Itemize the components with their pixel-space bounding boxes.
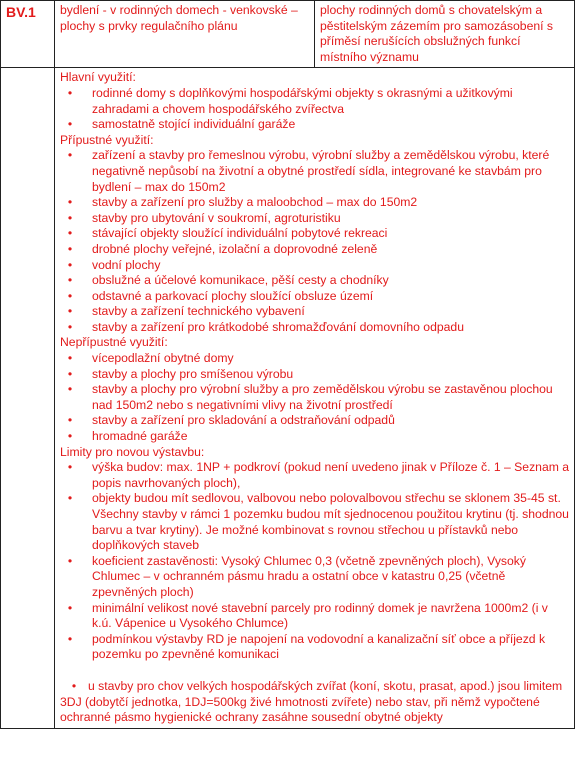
section-title: Nepřípustné využití: bbox=[60, 335, 168, 350]
list-item bbox=[67, 273, 570, 289]
bullet-icon: • bbox=[67, 631, 73, 646]
livestock-note bbox=[60, 679, 570, 726]
section-item-list bbox=[60, 460, 570, 663]
zone-body-spacer bbox=[1, 68, 55, 728]
section-title: Limity pro novou výstavbu: bbox=[60, 444, 205, 459]
bullet-icon: • bbox=[67, 148, 73, 163]
bullet-icon: • bbox=[67, 413, 73, 428]
bullet-icon: • bbox=[67, 273, 73, 288]
list-item-text: odstavné a parkovací plochy sloužící obsluze území bbox=[92, 288, 374, 303]
list-item-text: podmínkou výstavby RD je napojení na vodovodní a kanalizační síť obce a příjezd k pozemku po zpevněné komunikaci bbox=[92, 631, 546, 662]
list-item-text: stavby a zařízení pro služby a maloobchod – max do 150m2 bbox=[92, 195, 418, 210]
list-item-text: samostatně stojící individuální garáže bbox=[92, 117, 296, 132]
bullet-icon: • bbox=[67, 288, 73, 303]
list-item-text: stavby a zařízení technického vybavení bbox=[92, 304, 305, 319]
list-item-text: rodinné domy s doplňkovými hospodářskými objekty s okrasnými a užitkovými zahradami a chovem hospodářského zvířectva bbox=[92, 85, 513, 116]
bullet-icon: • bbox=[71, 678, 77, 693]
list-item bbox=[67, 226, 570, 242]
zone-name: bydlení - v rodinných domech - venkovské – plochy s prvky regulačního plánu bbox=[55, 1, 315, 68]
bullet-icon: • bbox=[67, 351, 73, 366]
section-title: Přípustné využití: bbox=[60, 132, 154, 147]
bullet-icon: • bbox=[67, 210, 73, 225]
bullet-icon: • bbox=[67, 366, 73, 381]
list-item-text: výška budov: max. 1NP + podkroví (pokud není uvedeno jinak v Příloze č. 1 – Seznam a popis navrhovaných ploch), bbox=[92, 460, 570, 490]
zone-description: plochy rodinných domů s chovatelským a pěstitelským zázemím pro samozásobení s příměsí nerušících obslužných funkcí místního významu bbox=[315, 1, 575, 68]
list-item bbox=[67, 460, 570, 491]
bullet-icon: • bbox=[67, 241, 73, 256]
list-item-text: vodní plochy bbox=[92, 257, 161, 272]
regulation-sections bbox=[60, 70, 570, 663]
list-item-text: stavby pro ubytování v soukromí, agroturistiku bbox=[92, 210, 341, 225]
bullet-icon: • bbox=[67, 460, 73, 475]
zone-regulations bbox=[55, 68, 575, 728]
list-item bbox=[67, 351, 570, 367]
section-item-list bbox=[60, 351, 570, 445]
section-title: Hlavní využití: bbox=[60, 70, 136, 85]
list-item bbox=[67, 241, 570, 258]
bullet-icon: • bbox=[67, 257, 73, 272]
bullet-icon: • bbox=[67, 304, 73, 319]
bullet-icon: • bbox=[67, 319, 73, 334]
list-item bbox=[67, 117, 570, 133]
bullet-icon: • bbox=[67, 226, 73, 241]
list-item-text: obslužné a účelové komunikace, pěší cesty a chodníky bbox=[92, 273, 389, 288]
list-item bbox=[67, 257, 570, 274]
list-item-text: zařízení a stavby pro řemeslnou výrobu, výrobní služby a zemědělskou výrobu, které negativně nepůsobí na životní a obytné prostředí sídla, integrované ke stavbám pro bydlení – max do 150m2 bbox=[92, 148, 550, 194]
list-item-text: koeficient zastavěnosti: Vysoký Chlumec 0,3 (včetně zpevněných ploch), Vysoký Chlumec – v ochranném pásmu hradu a ostatní obce v katastru 0,25 (včetně zpevněných ploch) bbox=[92, 553, 526, 599]
list-item-text: drobné plochy veřejné, izolační a doprovodné zeleně bbox=[92, 241, 378, 256]
list-item-text: stavby a zařízení pro skladování a odstraňování odpadů bbox=[92, 413, 395, 428]
bullet-icon: • bbox=[67, 553, 73, 568]
list-item bbox=[67, 288, 570, 305]
bullet-icon: • bbox=[67, 491, 73, 506]
zone-header-row bbox=[1, 1, 575, 68]
bullet-icon: • bbox=[67, 382, 73, 397]
bullet-icon: • bbox=[67, 429, 73, 444]
list-item bbox=[67, 366, 570, 383]
list-item-text: minimální velikost nové stavební parcely pro rodinný domek je navržena 1000m2 (i v k.ú. Vápenice u Vysokého Chlumce) bbox=[92, 600, 548, 631]
bullet-icon: • bbox=[67, 85, 73, 100]
bullet-icon: • bbox=[67, 195, 73, 210]
zone-body-row bbox=[1, 68, 575, 728]
list-item-text: hromadné garáže bbox=[92, 429, 188, 444]
list-item bbox=[67, 429, 570, 445]
section-item-list bbox=[60, 148, 570, 335]
zone-code: BV.1 bbox=[1, 1, 55, 68]
list-item bbox=[67, 319, 570, 336]
list-item bbox=[67, 85, 570, 117]
list-item-text: vícepodlažní obytné domy bbox=[92, 351, 234, 366]
list-item-text: objekty budou mít sedlovou, valbovou nebo polovalbovou střechu se sklonem 35-45 st. Všechny stavby v rámci 1 pozemku budou mít sjednocenou použitou krytinu (tj. shodnou barvu a tvar krytiny). Je možné kombinovat s rovnou střechou u přístavků nebo doplňkových staveb bbox=[92, 491, 569, 553]
bullet-icon: • bbox=[67, 600, 73, 615]
list-item bbox=[67, 210, 570, 227]
list-item-text: stávající objekty sloužící individuální pobytové rekreaci bbox=[92, 226, 388, 241]
list-item-text: stavby a plochy pro smíšenou výrobu bbox=[92, 366, 294, 381]
livestock-note-text: u stavby pro chov velkých hospodářských zvířat (koní, skotu, prasat, apod.) jsou limitem 3DJ (dobytčí jednotka, 1DJ=500kg živé hmotnosti zvířete) nebo stav, při němž vypočtené ochranné pásmo hygienické ochrany zasáhne sousední obytné objekty bbox=[60, 678, 563, 725]
bullet-icon: • bbox=[67, 117, 73, 132]
list-item-text: stavby a zařízení pro krátkodobé shromažďování domovního odpadu bbox=[92, 319, 464, 334]
list-item bbox=[67, 382, 570, 413]
section-item-list bbox=[60, 86, 570, 133]
list-item bbox=[67, 148, 570, 195]
list-item bbox=[67, 631, 570, 663]
list-item bbox=[67, 600, 570, 632]
list-item bbox=[67, 413, 570, 429]
list-item bbox=[67, 304, 570, 320]
list-item-text: stavby a plochy pro výrobní služby a pro zemědělskou výrobu se zastavěnou plochou nad 150m2 nebo s negativními vlivy na životní prostředí bbox=[92, 382, 553, 412]
list-item bbox=[67, 553, 570, 601]
list-item bbox=[67, 491, 570, 553]
list-item bbox=[67, 195, 570, 211]
